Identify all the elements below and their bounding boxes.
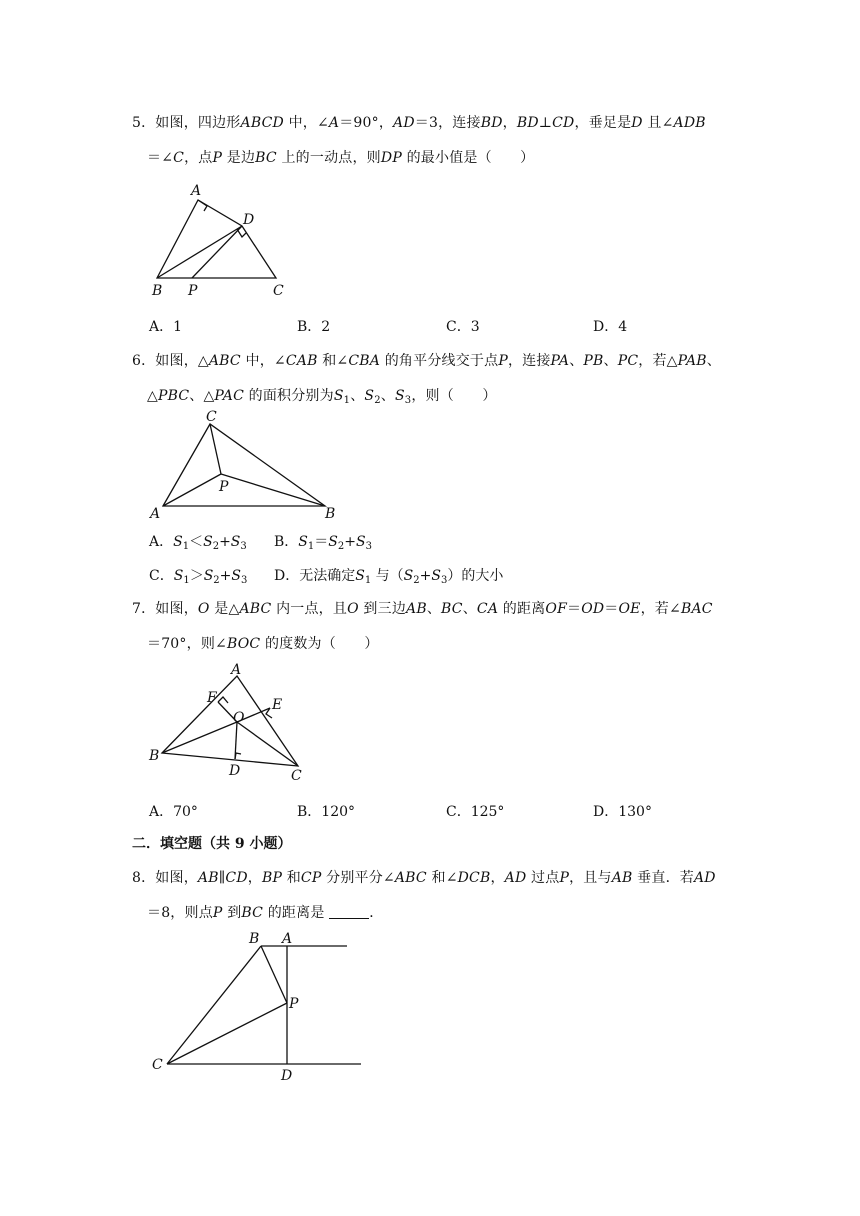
q7-label-E: E: [272, 697, 283, 713]
q8-label-A: A: [282, 931, 293, 947]
q5-line1: 5．如图，四边形ABCD 中，∠A＝90°，AD＝3，连接BD，BD⊥CD，垂足是D 且∠ADB: [132, 115, 706, 131]
q5-option-b[interactable]: B．2: [297, 319, 331, 335]
q7-figure: [145, 660, 320, 785]
q8-line2: ＝8，则点P 到BC 的距离是 ．: [147, 905, 384, 921]
q6-option-a[interactable]: A．$S_1<S_2+S_3$: [149, 534, 247, 552]
q7-label-D: D: [229, 763, 241, 779]
q6-option-b[interactable]: B．$S_1=S_2+S_3$: [274, 534, 372, 552]
q8-label-P: P: [289, 996, 299, 1012]
q6-line2: △PBC、△PAC 的面积分别为$S_1$、$S_2$、$S_3$，则（ ）: [147, 388, 497, 406]
q7-option-a[interactable]: A．70°: [149, 804, 198, 820]
q8-label-B: B: [249, 931, 260, 947]
section-title: 二．填空题（共 9 小题）: [132, 836, 292, 852]
q5-option-c[interactable]: C．3: [446, 319, 480, 335]
q8-label-D: D: [281, 1068, 293, 1084]
q5-label-D: D: [243, 212, 255, 228]
q8-label-C: C: [152, 1057, 163, 1073]
q5-line2: ＝∠C，点P 是边BC 上的一动点，则DP 的最小值是（ ）: [147, 150, 535, 166]
q6-label-B: B: [325, 506, 336, 522]
q7-line2: ＝70°，则∠BOC 的度数为（ ）: [147, 636, 379, 652]
q6-label-C: C: [206, 409, 217, 425]
q5-option-d[interactable]: D．4: [593, 319, 628, 335]
q6-figure: [145, 408, 345, 523]
q7-label-C: C: [291, 768, 302, 784]
q7-line1: 7．如图，O 是△ABC 内一点，且O 到三边AB、BC、CA 的距离OF＝OD＝OE，若∠BAC: [132, 601, 713, 617]
q6-label-A: A: [150, 506, 161, 522]
q7-label-A: A: [231, 662, 242, 678]
q7-option-b[interactable]: B．120°: [297, 804, 356, 820]
q6-option-c[interactable]: C．$S_1>S_2+S_3$: [149, 568, 248, 586]
q8-figure: [145, 928, 375, 1083]
q6-option-d[interactable]: D．无法确定$S_1$ 与$(S_2+S_3)$的大小: [274, 568, 504, 586]
q5-option-a[interactable]: A．1: [149, 319, 183, 335]
q7-option-d[interactable]: D．130°: [593, 804, 652, 820]
q7-label-O: O: [233, 710, 245, 726]
q6-line1: 6．如图，△ABC 中，∠CAB 和∠CBA 的角平分线交于点P，连接PA、PB、PC，若△PAB、: [132, 353, 721, 369]
answer-blank[interactable]: [329, 906, 369, 919]
q8-line1: 8．如图，AB∥CD，BP 和CP 分别平分∠ABC 和∠DCB，AD 过点P，且与AB 垂直．若AD: [132, 870, 716, 886]
q7-option-c[interactable]: C．125°: [446, 804, 505, 820]
q5-label-A: A: [191, 183, 202, 199]
q7-label-F: F: [207, 690, 217, 706]
q5-label-B: B: [152, 283, 163, 299]
q5-label-C: C: [273, 283, 284, 299]
q7-label-B: B: [149, 748, 160, 764]
q6-label-P: P: [219, 479, 229, 495]
q5-label-P: P: [188, 283, 198, 299]
q5-figure: [140, 180, 310, 300]
